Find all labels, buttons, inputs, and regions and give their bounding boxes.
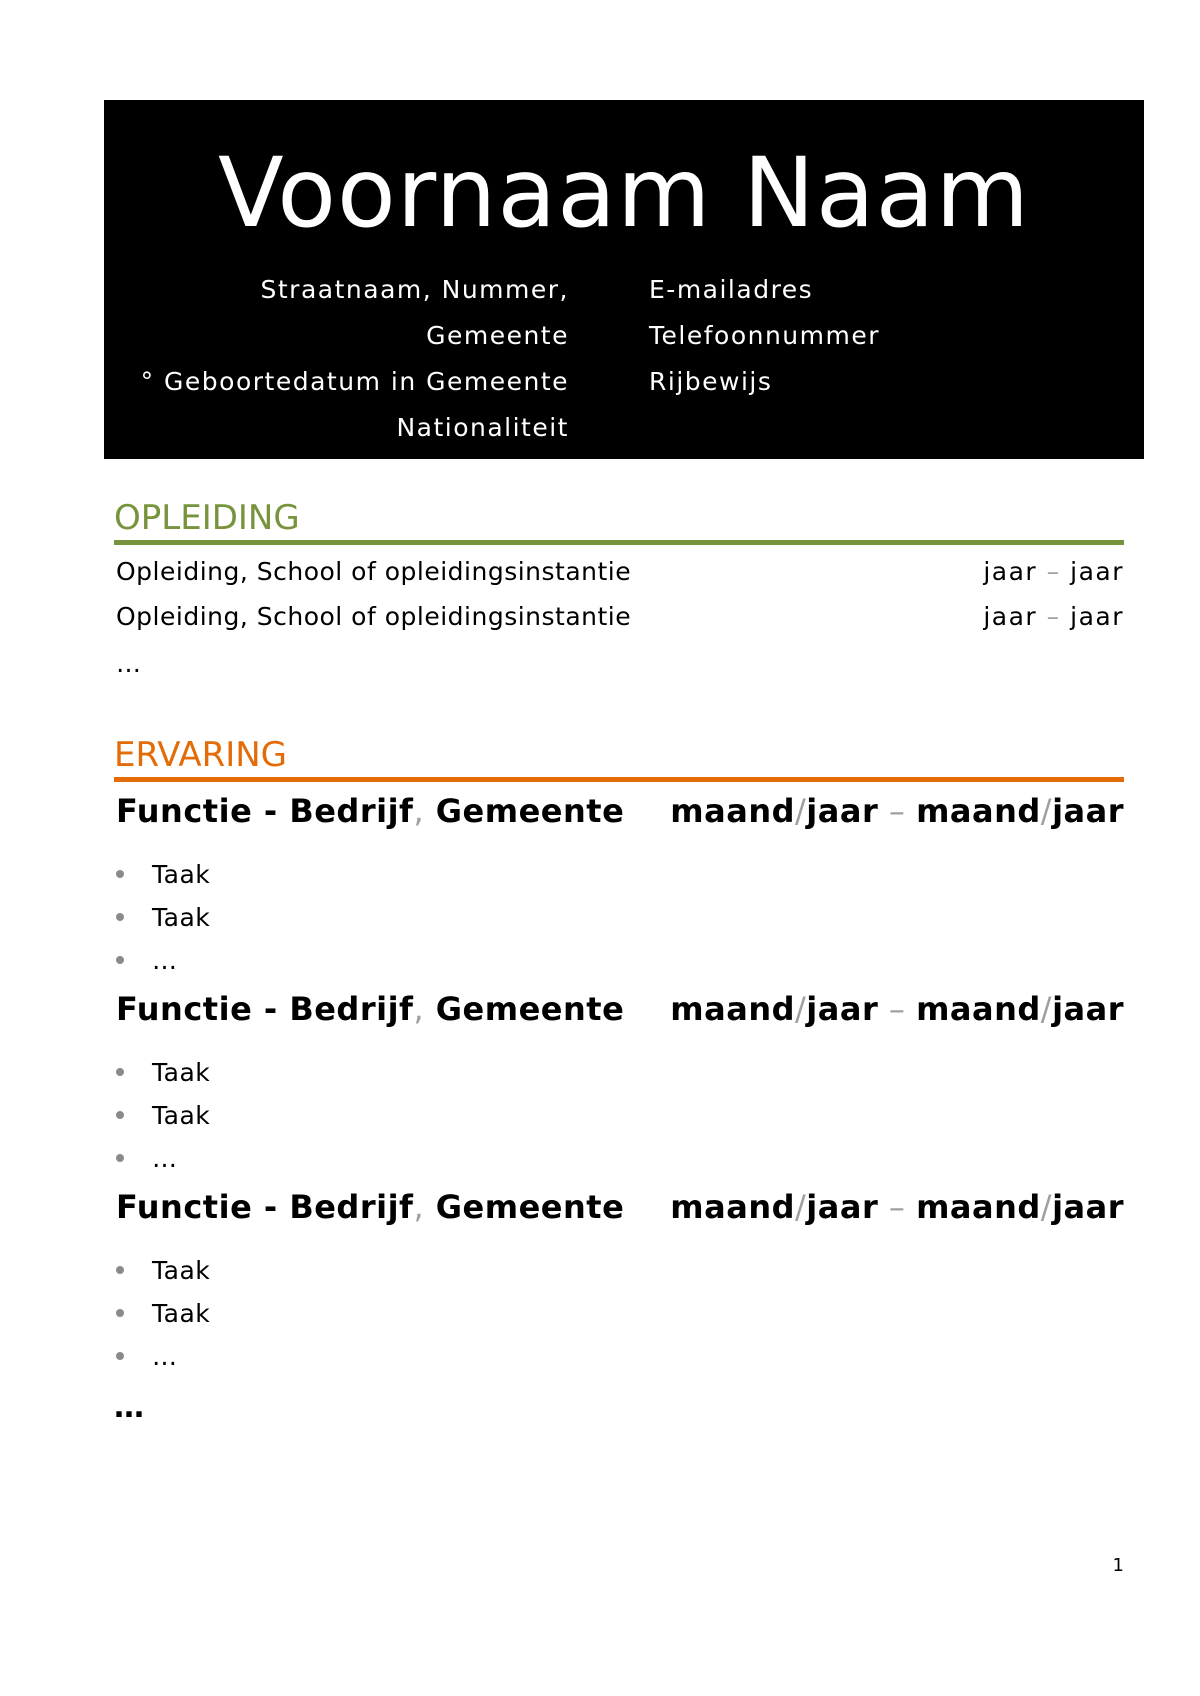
job-dates bbox=[670, 791, 1124, 831]
year-dash: – bbox=[1046, 557, 1061, 586]
job-comma: , bbox=[413, 792, 425, 830]
task-text: … bbox=[152, 1342, 178, 1371]
bullet-icon bbox=[116, 870, 124, 878]
date-to-year: jaar bbox=[1052, 990, 1124, 1028]
year-dash: – bbox=[1046, 602, 1061, 631]
task-text: Taak bbox=[152, 1101, 211, 1130]
job-municipality: Gemeente bbox=[424, 1188, 625, 1226]
date-from-year: jaar bbox=[806, 990, 879, 1028]
date-to-month: maand bbox=[916, 990, 1041, 1028]
date-to-year: jaar bbox=[1052, 792, 1124, 830]
bullet-icon bbox=[116, 956, 124, 964]
date-slash: / bbox=[1040, 792, 1053, 830]
full-name: Voornaam Naam bbox=[218, 137, 1030, 249]
license-line: Rijbewijs bbox=[649, 367, 773, 396]
task-text: Taak bbox=[152, 903, 211, 932]
task-text: Taak bbox=[152, 860, 211, 889]
contact-right bbox=[649, 267, 1129, 405]
date-dash: – bbox=[878, 990, 917, 1028]
bullet-icon bbox=[116, 1309, 124, 1317]
nationality-line: Nationaliteit bbox=[396, 413, 569, 442]
experience-more: … bbox=[114, 1390, 144, 1425]
job-title bbox=[116, 989, 624, 1029]
date-to-month: maand bbox=[916, 792, 1041, 830]
education-more: … bbox=[116, 649, 141, 678]
job-title bbox=[116, 791, 624, 831]
contact-left bbox=[104, 267, 569, 451]
municipality-line: Gemeente bbox=[426, 321, 569, 350]
date-slash: / bbox=[1040, 990, 1053, 1028]
bullet-icon bbox=[116, 1068, 124, 1076]
date-to-year: jaar bbox=[1052, 1188, 1124, 1226]
date-slash: / bbox=[795, 792, 807, 830]
education-heading: OPLEIDING bbox=[114, 498, 300, 538]
date-slash: / bbox=[795, 990, 807, 1028]
job-municipality: Gemeente bbox=[424, 990, 625, 1028]
bullet-icon bbox=[116, 1266, 124, 1274]
date-dash: – bbox=[878, 792, 917, 830]
experience-divider bbox=[114, 777, 1124, 782]
year-from: jaar bbox=[983, 602, 1038, 631]
bullet-icon bbox=[116, 913, 124, 921]
job-function-company: Functie - Bedrijf bbox=[116, 1188, 414, 1226]
bullet-icon bbox=[116, 1154, 124, 1162]
job-municipality: Gemeente bbox=[424, 792, 625, 830]
education-years bbox=[983, 601, 1124, 633]
job-function-company: Functie - Bedrijf bbox=[116, 792, 414, 830]
page-number: 1 bbox=[1112, 1555, 1124, 1576]
date-slash: / bbox=[1040, 1188, 1053, 1226]
bullet-icon bbox=[116, 1352, 124, 1360]
job-comma: , bbox=[413, 1188, 425, 1226]
job-function-company: Functie - Bedrijf bbox=[116, 990, 414, 1028]
date-from-year: jaar bbox=[806, 792, 879, 830]
task-text: Taak bbox=[152, 1256, 211, 1285]
experience-heading: ERVARING bbox=[114, 735, 288, 775]
education-label: Opleiding, School of opleidingsinstantie bbox=[116, 557, 632, 586]
education-label: Opleiding, School of opleidingsinstantie bbox=[116, 602, 632, 631]
address-line: Straatnaam, Nummer, bbox=[260, 275, 569, 304]
job-comma: , bbox=[413, 990, 425, 1028]
date-from-year: jaar bbox=[806, 1188, 879, 1226]
task-text: Taak bbox=[152, 1058, 211, 1087]
cv-header bbox=[104, 100, 1144, 459]
education-divider bbox=[114, 540, 1124, 545]
job-dates bbox=[670, 1187, 1124, 1227]
task-text: … bbox=[152, 1144, 178, 1173]
task-text: Taak bbox=[152, 1299, 211, 1328]
date-from-month: maand bbox=[670, 1188, 795, 1226]
job-title bbox=[116, 1187, 624, 1227]
phone-line: Telefoonnummer bbox=[649, 321, 881, 350]
date-from-month: maand bbox=[670, 990, 795, 1028]
birth-line: ° Geboortedatum in Gemeente bbox=[140, 367, 569, 396]
date-slash: / bbox=[795, 1188, 807, 1226]
date-to-month: maand bbox=[916, 1188, 1041, 1226]
email-line: E-mailadres bbox=[649, 275, 814, 304]
bullet-icon bbox=[116, 1111, 124, 1119]
task-text: … bbox=[152, 946, 178, 975]
date-dash: – bbox=[878, 1188, 917, 1226]
date-from-month: maand bbox=[670, 792, 795, 830]
year-to: jaar bbox=[1070, 602, 1124, 631]
year-to: jaar bbox=[1070, 557, 1124, 586]
education-years bbox=[983, 556, 1124, 588]
job-dates bbox=[670, 989, 1124, 1029]
year-from: jaar bbox=[983, 557, 1038, 586]
